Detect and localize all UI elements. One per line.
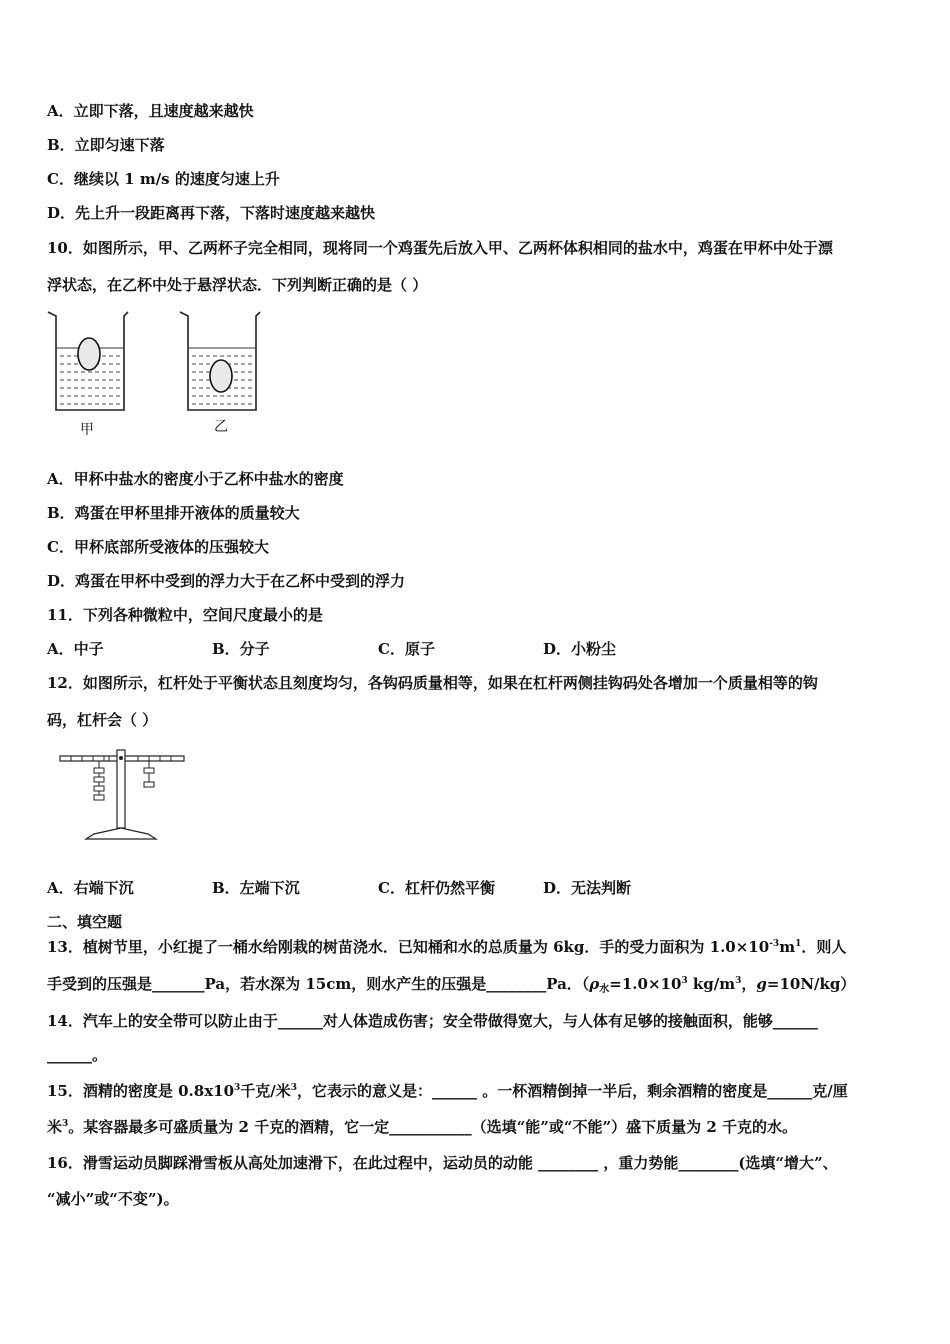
lever-illustration [56, 744, 191, 844]
q16-line1: 16．滑雪运动员脚踩滑雪板从高处加速滑下，在此过程中，运动员的动能 ________ ，重力势能________(选填“增大”、 [47, 1154, 838, 1172]
q10-stem-line2: 浮状态，在乙杯中处于悬浮状态．下列判断正确的是（ ） [47, 276, 428, 294]
lever-base [86, 828, 156, 839]
q9-option-d: D．先上升一段距离再下落，下落时速度越来越快 [47, 204, 376, 222]
beakers-figure [44, 306, 274, 436]
q11-stem: 11．下列各种微粒中，空间尺度最小的是 [47, 606, 323, 624]
q14-line2: ______。 [47, 1046, 108, 1064]
beaker-label-yi: 乙 [214, 419, 228, 435]
beakers-illustration [44, 306, 274, 436]
q12-option-a: A．右端下沉 [47, 879, 134, 897]
q16-line2: “减小”或“不变”)。 [47, 1190, 179, 1208]
q9-option-a: A．立即下落，且速度越来越快 [47, 102, 254, 120]
q12-option-b: B．左端下沉 [212, 879, 300, 897]
lever-pivot [119, 756, 123, 760]
q15-line2: 米$^3$。某容器最多可盛质量为 2 千克的酒精，它一定___________（选填“能”或“不能”）盛下质量为 2 千克的水。 [47, 1118, 798, 1136]
q13-line2: 手受到的压强是_______Pa，若水深为 15cm，则水产生的压强是________Pa．（$\rho_水=1.0\times 10^3$ $kg/m^3$，g=10N/kg） [47, 975, 856, 995]
q11-option-a: A．中子 [47, 640, 104, 658]
q11-option-d: D．小粉尘 [543, 640, 617, 658]
beaker-yi [180, 312, 260, 410]
right-weight [144, 768, 154, 773]
left-weight [94, 795, 104, 800]
left-weight [94, 786, 104, 791]
q10-option-d: D．鸡蛋在甲杯中受到的浮力大于在乙杯中受到的浮力 [47, 572, 406, 590]
q11-option-b: B．分子 [212, 640, 270, 658]
q11-option-c: C．原子 [378, 640, 435, 658]
q10-option-b: B．鸡蛋在甲杯里排开液体的质量较大 [47, 504, 300, 522]
lever-figure [56, 744, 191, 844]
q9-option-c: C．继续以 1 m/s 的速度匀速上升 [47, 170, 280, 188]
section-fill-in-heading: 二、填空题 [47, 913, 123, 931]
lever-stand [117, 750, 125, 828]
egg-suspended [210, 360, 232, 392]
egg-floating [78, 338, 100, 370]
q12-option-d: D．无法判断 [543, 879, 632, 897]
q10-option-c: C．甲杯底部所受液体的压强较大 [47, 538, 269, 556]
q12-stem-line1: 12．如图所示，杠杆处于平衡状态且刻度均匀，各钩码质量相等，如果在杠杆两侧挂钩码处各增加一个质量相等的钩 [47, 674, 818, 692]
left-weight [94, 768, 104, 773]
q9-option-b: B．立即匀速下落 [47, 136, 165, 154]
q13-line1: 13．植树节里，小红提了一桶水给刚栽的树苗浇水．已知桶和水的总质量为 6kg．手的受力面积为 $1.0\times 10^{-3}m^1$．则人 [47, 938, 847, 956]
left-weight [94, 777, 104, 782]
beaker-label-jia: 甲 [80, 422, 94, 438]
q10-stem-line1: 10．如图所示，甲、乙两杯子完全相同，现将同一个鸡蛋先后放入甲、乙两杯体积相同的盐水中，鸡蛋在甲杯中处于漂 [47, 239, 833, 257]
q15-line1: 15．酒精的密度是 $0.8x10^3$千克/米$^3$，它表示的意义是：______ 。一杯酒精倒掉一半后，剩余酒精的密度是______克/厘 [47, 1082, 848, 1100]
beaker-jia [48, 312, 128, 410]
right-weight [144, 782, 154, 787]
q14-line1: 14．汽车上的安全带可以防止由于______对人体造成伤害；安全带做得宽大，与人体有足够的接触面积，能够______ [47, 1012, 818, 1030]
q10-option-a: A．甲杯中盐水的密度小于乙杯中盐水的密度 [47, 470, 344, 488]
q12-stem-line2: 码，杠杆会（ ） [47, 711, 158, 729]
q12-option-c: C．杠杆仍然平衡 [378, 879, 495, 897]
